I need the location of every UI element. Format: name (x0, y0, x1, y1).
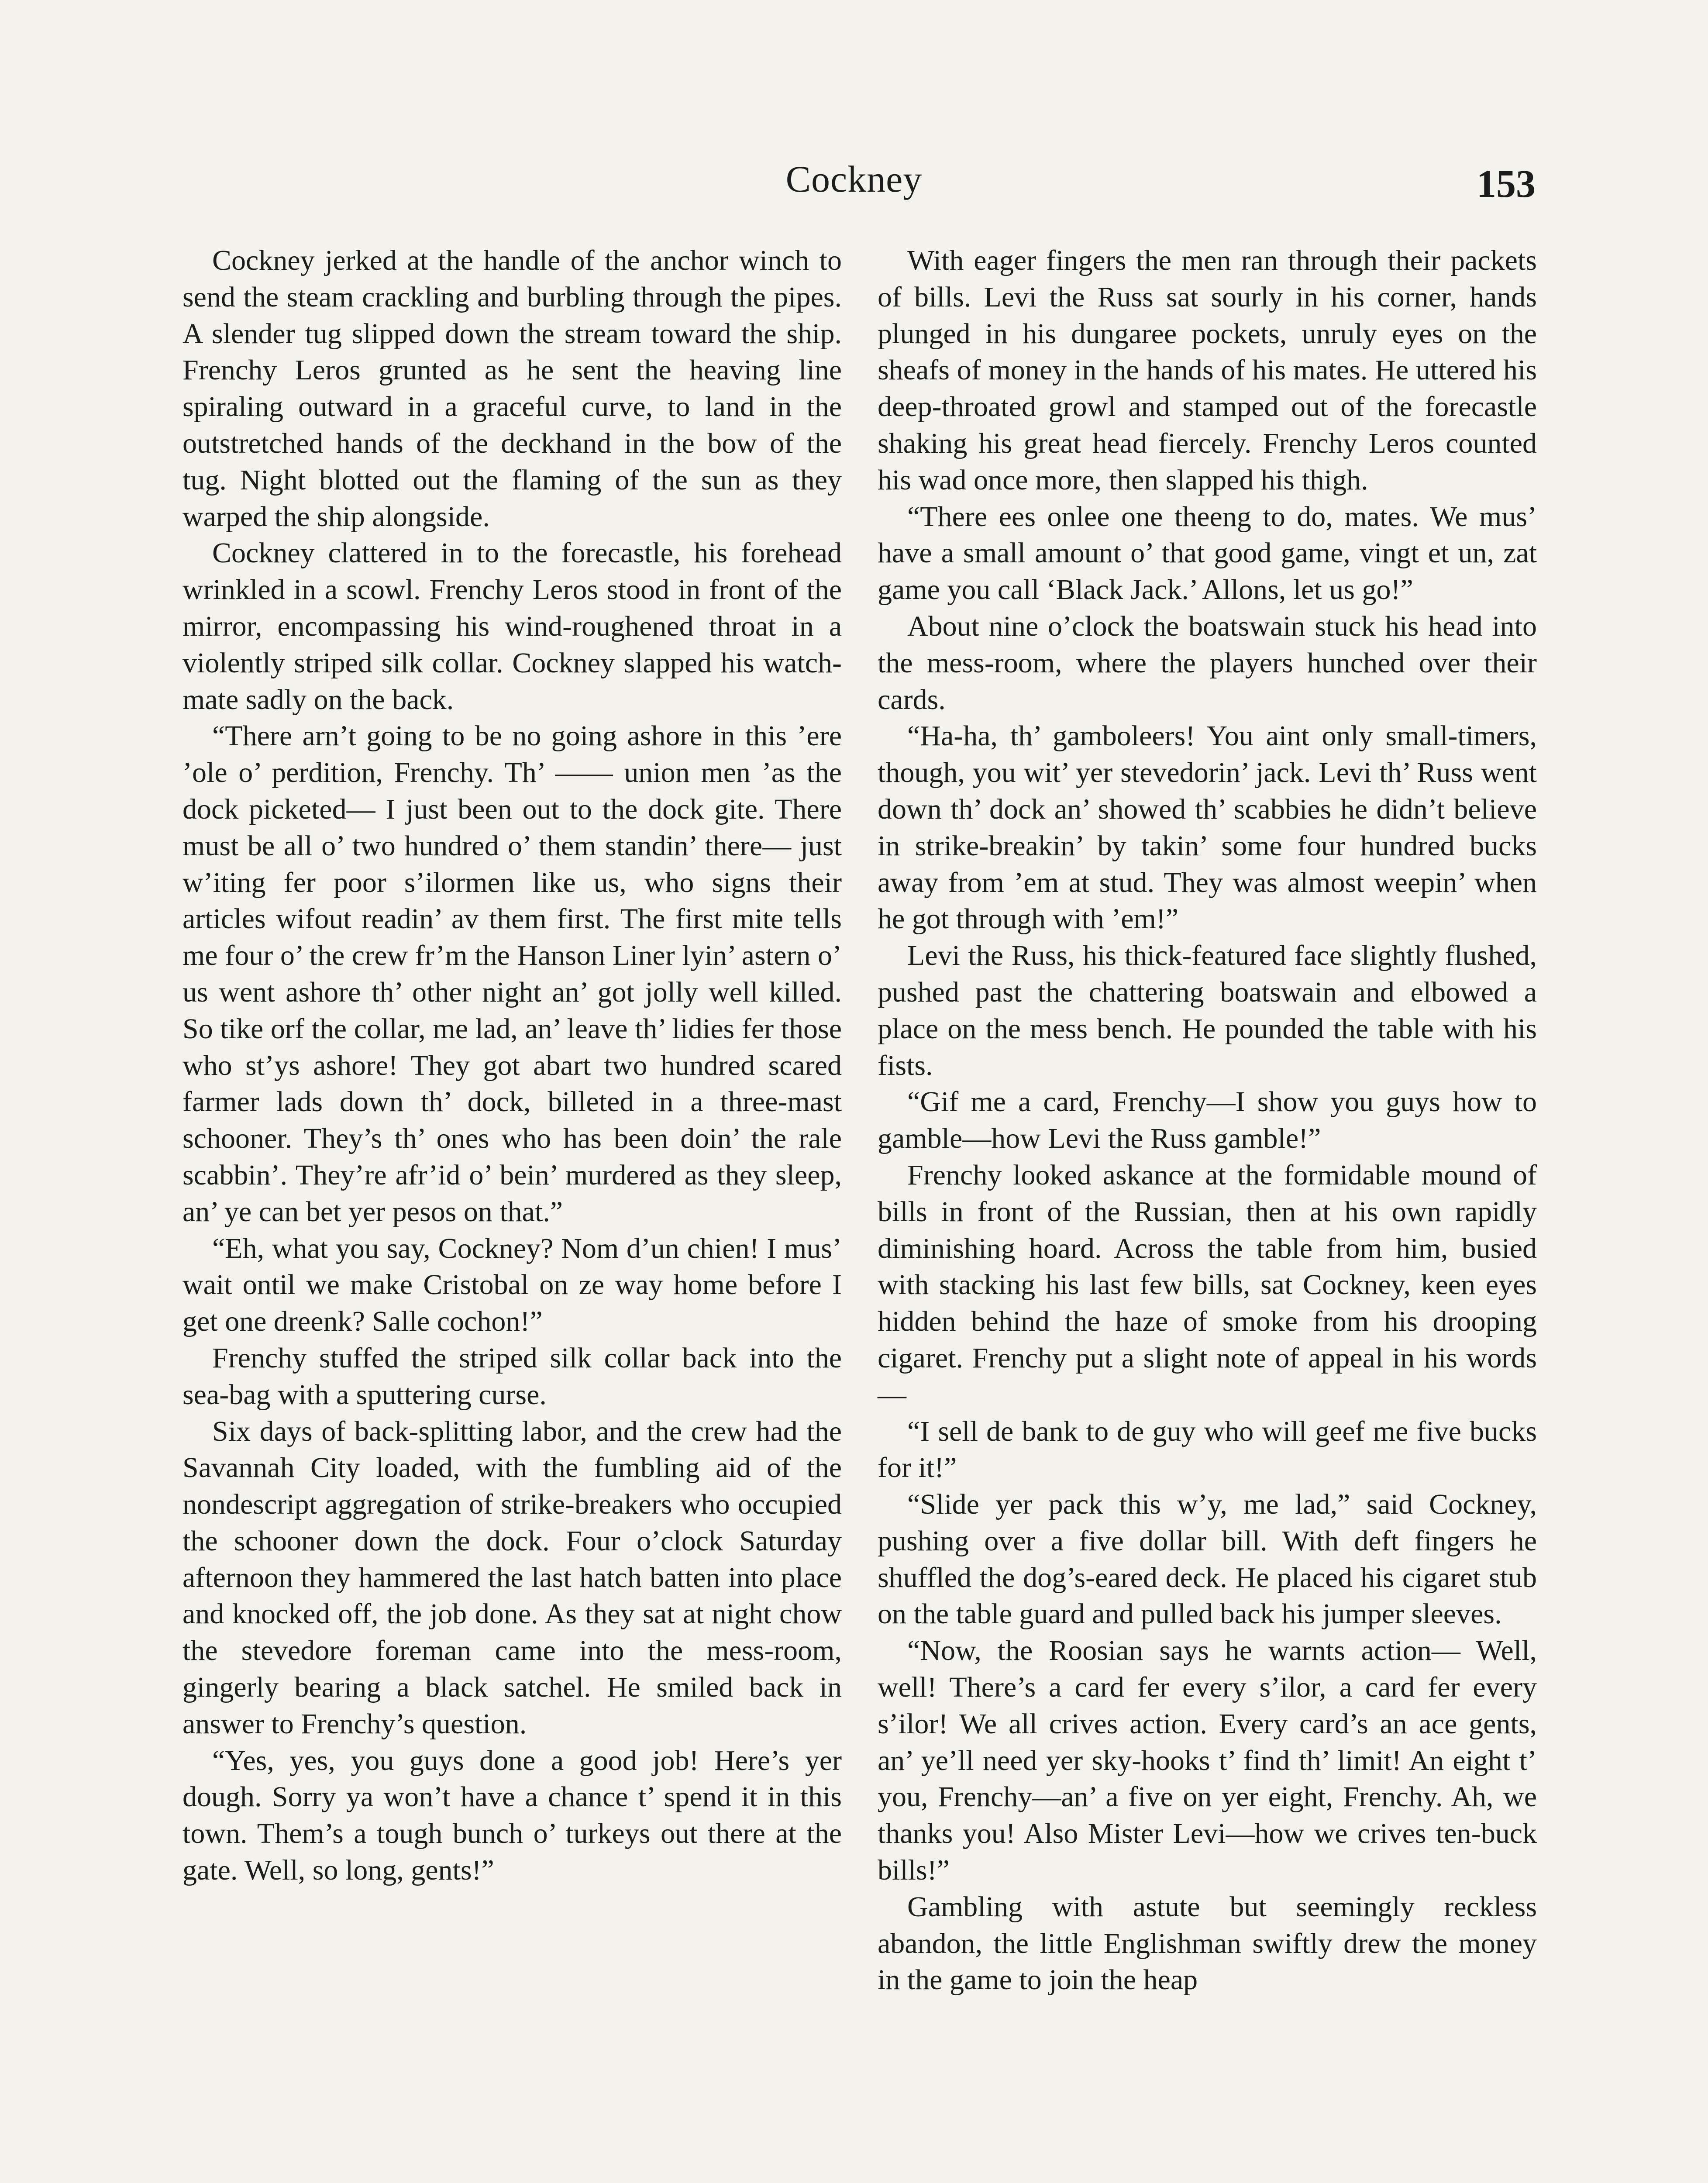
paragraph: Cockney jerked at the handle of the anchor winch to send the steam crackling and burbling through the pipes. A slender tug slipped down the stream toward the ship. Frenchy Leros grunted as he sent the heaving line spiraling outward in a graceful curve, to land in the outstretched hands of the deckhand in the bow of the tug. Night blotted out the flaming of the sun as they warped the ship alongside. (183, 244, 842, 533)
paragraph: “There ees onlee one theeng to do, mates. We mus’ have a small amount o’ that good game, vingt et un, zat game you call ‘Black Jack.’ Allons, let us go!” (878, 500, 1537, 606)
page-header (0, 155, 1708, 212)
paragraph: Frenchy looked askance at the formidable mound of bills in front of the Russian, then at his own rapidly diminishing hoard. Across the table from him, busied with stacking his last few bills, sat Cockney, keen eyes hidden behind the haze of smoke from his drooping cigaret. Frenchy put a slight note of appeal in his words— (878, 1159, 1537, 1411)
paragraph: Cockney clattered in to the forecastle, his forehead wrinkled in a scowl. Frenchy Leros stood in front of the mirror, encompassing his wind-roughened throat in a violently striped silk collar. Cockney slapped his watch-mate sadly on the back. (183, 537, 842, 716)
paragraph: About nine o’clock the boatswain stuck his head into the mess-room, where the players hunched over their cards. (878, 610, 1537, 716)
paragraph: With eager fingers the men ran through their packets of bills. Levi the Russ sat sourly in his corner, hands plunged in his dungaree pockets, unruly eyes on the sheafs of money in the hands of his mates. He uttered his deep-throated growl and stamped out of the forecastle shaking his great head fiercely. Frenchy Leros counted his wad once more, then slapped his thigh. (878, 244, 1537, 496)
paragraph: Frenchy stuffed the striped silk collar back into the sea-bag with a sputtering curse. (183, 1342, 842, 1411)
paragraph: “Gif me a card, Frenchy—I show you guys how to gamble—how Levi the Russ gamble!” (878, 1086, 1537, 1155)
left-text-column (183, 242, 842, 2183)
paragraph: Levi the Russ, his thick-featured face slightly flushed, pushed past the chattering boatswain and elbowed a place on the mess bench. He pounded the table with his fists. (878, 940, 1537, 1081)
paragraph: Six days of back-splitting labor, and the crew had the Savannah City loaded, with the fumbling aid of the nondescript aggregation of strike-breakers who occupied the schooner down the dock. Four o’clock Saturday afternoon they hammered the last hatch batten into place and knocked off, the job done. As they sat at night chow the stevedore foreman came into the mess-room, gingerly bearing a black satchel. He smiled back in answer to Frenchy’s question. (183, 1415, 842, 1740)
running-title: Cockney (785, 158, 923, 200)
paragraph: Gambling with astute but seemingly reckless abandon, the little Englishman swiftly drew the money in the game to join the heap (878, 1890, 1537, 1996)
paragraph: “I sell de bank to de guy who will geef me five bucks for it!” (878, 1415, 1537, 1484)
paragraph: “Yes, yes, you guys done a good job! Here’s yer dough. Sorry ya won’t have a chance t’ spend it in this town. Them’s a tough bunch o’ turkeys out there at the gate. Well, so long, gents!” (183, 1744, 842, 1887)
right-text-column (878, 242, 1537, 2183)
page-number: 153 (1477, 162, 1536, 206)
paragraph: “Ha-ha, th’ gamboleers! You aint only small-timers, though, you wit’ yer stevedorin’ jack. Levi th’ Russ went down th’ dock an’ showed th’ scabbies he didn’t believe in strike-breakin’ by takin’ some four hundred bucks away from ’em at stud. They was almost weepin’ when he got through with ’em!” (878, 720, 1537, 935)
paragraph: “There arn’t going to be no going ashore in this ’ere ’ole o’ perdition, Frenchy. Th’ —— union men ’as the dock picketed— I just been out to the dock gite. There must be all o’ two hundred o’ them standin’ there— just w’iting fer poor s’ilormen like us, who signs their articles wifout readin’ av them first. The first mite tells me four o’ the crew fr’m the Hanson Liner lyin’ astern o’ us went ashore th’ other night an’ got jolly well killed. So tike orf the collar, me lad, an’ leave th’ lidies fer those who st’ys ashore! They got abart two hundred scared farmer lads down th’ dock, billeted in a three-mast schooner. They’s th’ ones who has been doin’ the rale scabbin’. They’re afr’id o’ bein’ murdered as they sleep, an’ ye can bet yer pesos on that.” (183, 720, 842, 1228)
paragraph: “Eh, what you say, Cockney? Nom d’un chien! I mus’ wait ontil we make Cristobal on ze way home before I get one dreenk? Salle cochon!” (183, 1232, 842, 1338)
paragraph: “Now, the Roosian says he warnts action— Well, well! There’s a card fer every s’ilor, a card fer every s’ilor! We all crives action. Every card’s an ace gents, an’ ye’ll need yer sky-hooks t’ find th’ limit! An eight t’ you, Frenchy—an’ a five on yer eight, Frenchy. Ah, we thanks you! Also Mister Levi—how we crives ten-buck bills!” (878, 1635, 1537, 1887)
paragraph: “Slide yer pack this w’y, me lad,” said Cockney, pushing over a five dollar bill. With deft fingers he shuffled the dog’s-eared deck. He placed his cigaret stub on the table guard and pulled back his jumper sleeves. (878, 1488, 1537, 1630)
